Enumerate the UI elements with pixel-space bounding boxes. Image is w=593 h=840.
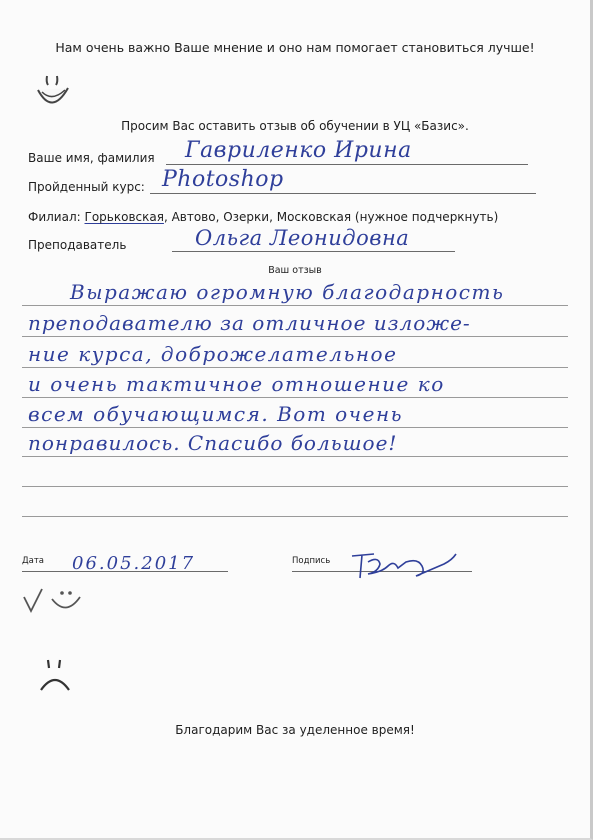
teacher-value: Ольга Леонидовна — [195, 226, 410, 250]
review-line — [22, 305, 568, 306]
teacher-label: Преподаватель — [28, 238, 127, 252]
review-text-line: ние курса, доброжелательное — [28, 342, 398, 366]
name-line — [166, 164, 528, 165]
branch-label: Филиал: — [28, 210, 81, 224]
smiley-sad-icon — [36, 656, 76, 702]
review-line — [22, 427, 568, 428]
signature-image — [348, 548, 460, 584]
review-line — [22, 456, 568, 457]
name-value: Гавриленко Ирина — [185, 138, 412, 163]
course-line — [150, 193, 536, 194]
review-text-line: всем обучающимся. Вот очень — [28, 402, 404, 426]
branch-line — [28, 210, 498, 224]
review-line — [22, 486, 568, 487]
review-line — [22, 336, 568, 337]
thanks-text: Благодарим Вас за уделенное время! — [175, 723, 415, 737]
teacher-line — [172, 251, 455, 252]
review-text-line: Выражаю огромную благодарность — [70, 280, 505, 304]
review-line — [22, 367, 568, 368]
smiley-happy-icon — [34, 72, 74, 122]
course-label: Пройденный курс: — [28, 180, 145, 194]
review-text-line: преподавателю за отличное изложе- — [28, 311, 471, 335]
review-title: Ваш отзыв — [268, 265, 322, 276]
review-text-line: и очень тактичное отношение ко — [28, 372, 445, 396]
date-value: 06.05.2017 — [72, 553, 196, 574]
form-header: Нам очень важно Ваше мнение и оно нам помогает становиться лучше! — [55, 40, 535, 55]
checkmark-icon — [22, 585, 84, 619]
date-label: Дата — [22, 556, 45, 566]
review-text-line: понравилось. Спасибо большое! — [28, 431, 398, 455]
branch-options: , Автово, Озерки, Московская (нужное подчеркнуть) — [163, 210, 499, 224]
review-line — [22, 397, 568, 398]
signature-label: Подпись — [292, 556, 331, 566]
review-line — [22, 516, 568, 517]
request-text: Просим Вас оставить отзыв об обучении в УЦ «Базис». — [121, 119, 469, 133]
name-label: Ваше имя, фамилия — [28, 151, 155, 165]
course-value: Photoshop — [162, 167, 284, 192]
branch-selected: Горьковская — [84, 210, 164, 224]
